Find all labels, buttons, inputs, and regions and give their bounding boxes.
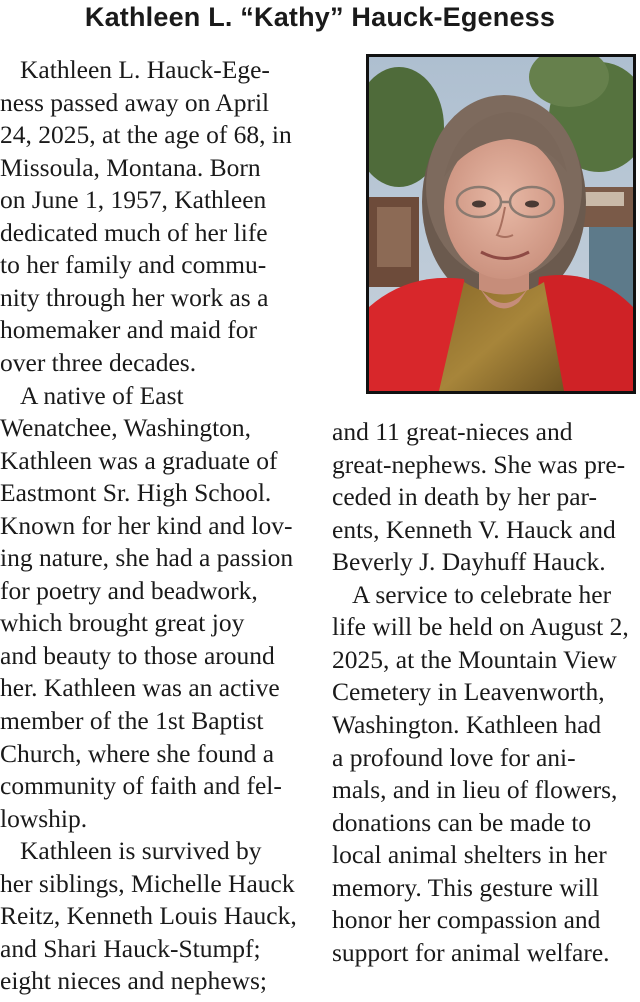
right-column-line: donations can be made to [332,807,592,837]
obituary-title: Kathleen L. “Kathy” Hauck-Egeness [84,2,556,32]
right-column-line: 2025, at the Mountain View [332,644,617,674]
left-column-line: eight nieces and nephews; [0,966,267,996]
left-column-line: Known for her kind and lov- [0,510,293,540]
right-column-line: life will be held on August 2, [332,612,629,642]
left-column-line: nity through her work as a [0,282,269,312]
left-column-line: A native of East [20,380,184,410]
left-column-line: homemaker and maid for [0,315,258,345]
left-column-line: her siblings, Michelle Hauck [0,868,295,898]
left-column-line: to her family and commu- [0,250,267,280]
portrait-photo-icon [369,57,633,391]
left-column-line: ness passed away on April [0,87,270,117]
left-column-line: her. Kathleen was an active [0,673,280,703]
right-column-line: memory. This gesture will [332,872,600,902]
left-column-line: dedicated much of her life [0,217,268,247]
left-column-line: which brought great joy [0,608,245,638]
right-column-line: and 11 great-nieces and [332,417,573,446]
left-column-line: ing nature, she had a passion [0,543,294,573]
left-column-line: and beauty to those around [0,640,275,670]
left-column-line: member of the 1st Baptist [0,706,264,735]
left-column-line: Missoula, Montana. Born [0,152,261,182]
portrait-photo [366,54,636,394]
left-column-line: for poetry and beadwork, [0,575,258,605]
left-column-line: Eastmont Sr. High School. [0,478,272,508]
left-column-line: Kathleen L. Hauck-Ege- [20,55,270,84]
right-column-line: local animal shelters in her [332,840,607,870]
left-column-line: 24, 2025, at the age of 68, in [0,120,292,150]
left-column-line: and Shari Hauck-Stumpf; [0,933,261,963]
right-column-line: ceded in death by her par- [332,482,597,512]
left-column-line: Wenatchee, Washington, [0,413,252,443]
left-column-line: lowship. [0,803,88,833]
right-column-line: honor her compassion and [332,905,601,935]
right-column-line: great-nephews. She was pre- [332,449,626,479]
right-column-line: mals, and in lieu of flowers, [332,775,618,805]
right-column-line: A service to celebrate her [352,579,612,609]
left-column-line: Church, where she found a [0,738,275,768]
left-column-line: community of faith and fel- [0,771,282,801]
right-column-line: Washington. Kathleen had [332,709,602,739]
left-column-line: on June 1, 1957, Kathleen [0,185,267,215]
right-column-line: Beverly J. Dayhuff Hauck. [332,547,606,577]
left-column-line: Kathleen is survived by [20,836,262,866]
left-column-line: Reitz, Kenneth Louis Hauck, [0,901,297,931]
left-column-line: Kathleen was a graduate of [0,445,278,475]
right-column-line: ents, Kenneth V. Hauck and [332,514,616,544]
left-column-line: over three decades. [0,347,197,377]
right-column-line: support for animal welfare. [332,937,610,967]
right-column-line: Cemetery in Leavenworth, [332,677,605,707]
right-column-line: a profound love for ani- [332,742,576,772]
